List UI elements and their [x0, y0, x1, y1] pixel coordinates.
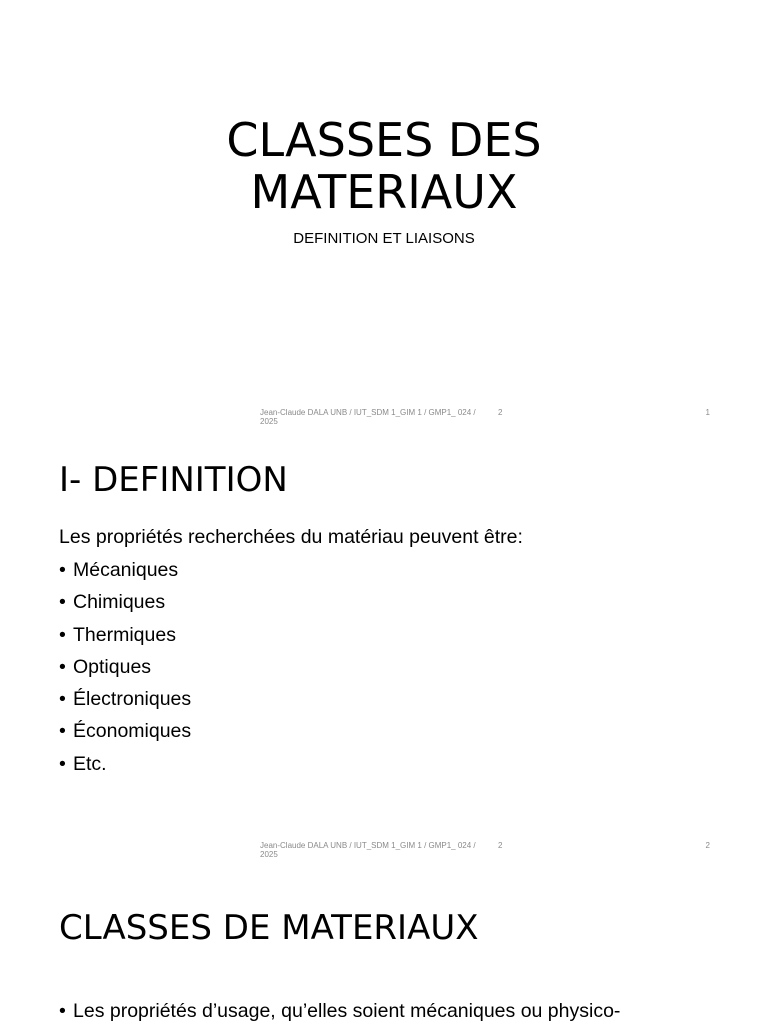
bullet-marker: • — [59, 688, 66, 711]
footer-date: 2 — [498, 408, 503, 417]
list-item-text: Les propriétés d’usage, qu’elles soient mécaniques ou physico- — [73, 1000, 621, 1022]
list-item-text: Etc. — [73, 752, 107, 775]
bullet-marker: • — [59, 1000, 66, 1022]
slide-3-bullet-text — [59, 1000, 620, 1023]
list-item — [59, 623, 191, 655]
bullet-marker: • — [59, 559, 66, 581]
slide-1-title-line-1: CLASSES DES — [226, 113, 542, 167]
slide-2-bullet-list — [59, 558, 191, 784]
bullet-marker: • — [59, 591, 66, 614]
slide-2-footer — [0, 841, 768, 865]
bullet-marker: • — [59, 720, 66, 743]
footer-page-number: 2 — [705, 841, 710, 850]
list-item-text: Électroniques — [73, 688, 192, 711]
list-item — [59, 590, 191, 622]
list-item-text: Optiques — [73, 655, 152, 678]
list-item — [59, 719, 191, 751]
list-item — [59, 687, 191, 719]
slide-1-subtitle: DEFINITION ET LIAISONS — [293, 230, 475, 247]
list-item — [59, 655, 191, 687]
slide-1-title-line-2: MATERIAUX — [250, 165, 518, 219]
bullet-marker: • — [59, 752, 66, 775]
footer-date: 2 — [498, 841, 503, 850]
footer-author: Jean-Claude DALA UNB / IUT_SDM 1_GIM 1 / GMP1_ 024 / 2025 — [260, 841, 476, 859]
footer-page-number: 1 — [705, 408, 710, 417]
list-item-text: Chimiques — [73, 591, 166, 614]
list-item-text: Économiques — [73, 720, 192, 743]
slide-3-heading: CLASSES DE MATERIAUX — [59, 908, 479, 948]
slide-2-intro: Les propriétés recherchées du matériau peuvent être: — [59, 526, 523, 548]
list-item — [59, 558, 191, 590]
slide-1-title — [0, 114, 768, 218]
list-item-text: Mécaniques — [73, 559, 179, 581]
slide-2-heading: I- DEFINITION — [59, 460, 288, 500]
slide-1-footer — [0, 408, 768, 432]
bullet-marker: • — [59, 623, 66, 646]
list-item-text: Thermiques — [73, 623, 176, 646]
bullet-marker: • — [59, 655, 66, 678]
footer-author: Jean-Claude DALA UNB / IUT_SDM 1_GIM 1 / GMP1_ 024 / 2025 — [260, 408, 476, 426]
list-item — [59, 752, 191, 784]
